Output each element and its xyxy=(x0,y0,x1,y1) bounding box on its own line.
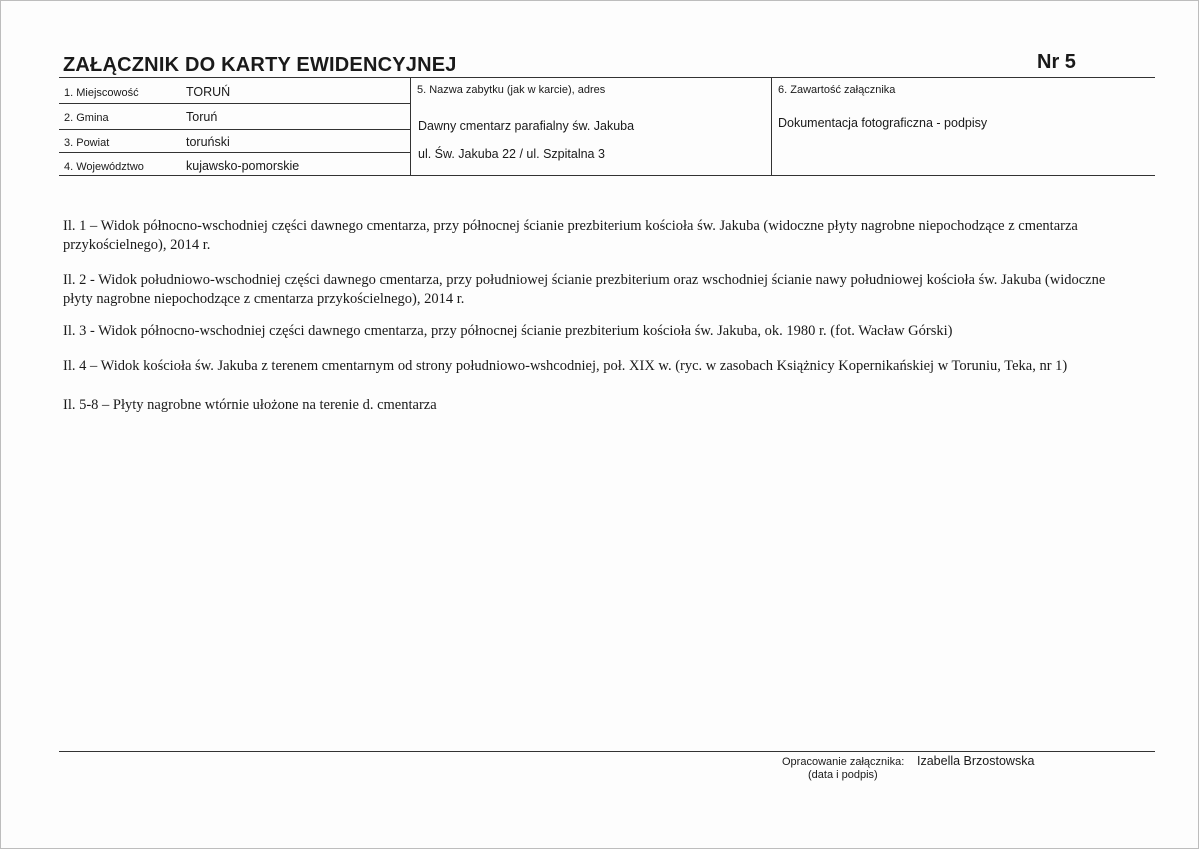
monument-name: Dawny cmentarz parafialny św. Jakuba xyxy=(418,119,635,133)
author-name: Izabella Brzostowska xyxy=(917,754,1035,768)
document-title: ZAŁĄCZNIK DO KARTY EWIDENCYJNEJ xyxy=(63,54,457,76)
contents-value: Dokumentacja fotograficzna - podpisy xyxy=(778,116,988,130)
row-divider-1 xyxy=(59,103,410,104)
header-bottom-rule xyxy=(59,175,1155,176)
powiat-value: toruński xyxy=(186,135,230,149)
date-sign-label: (data i podpis) xyxy=(808,769,878,781)
caption-1: Il. 1 – Widok północno-wschodniej części dawnego cmentarza, przy północnej ścianie prezbiterium kościoła św. Jakuba (widoczne płyty nagrobne niepochodzące z cmentarza przykościelnego), 2014 r. xyxy=(63,218,1078,253)
caption-2: Il. 2 - Widok południowo-wschodniej części dawnego cmentarza, przy południowej ścianie prezbiterium oraz wschodniej ścianie nawy południowej kościoła św. Jakuba (widoczne płyty nagrobne niepochodzące z cmentarza przykościelnego), 2014 r. xyxy=(63,272,1106,307)
gmina-value: Toruń xyxy=(186,110,218,124)
monument-label: 5. Nazwa zabytku (jak w karcie), adres xyxy=(417,84,606,96)
column-divider-1 xyxy=(410,77,411,175)
miejscowosc-label: 1. Miejscowość xyxy=(64,87,139,99)
wojewodztwo-value: kujawsko-pomorskie xyxy=(186,159,300,173)
caption-4: Il. 4 – Widok kościoła św. Jakuba z terenem cmentarnym od strony południowo-wshcodniej, poł. XIX w. (ryc. w zasobach Książnicy Kopernikańskiej w Toruniu, Teka, nr 1) xyxy=(63,358,1068,374)
header-top-rule xyxy=(59,77,1155,78)
miejscowosc-value: TORUŃ xyxy=(186,85,231,99)
powiat-label: 3. Powiat xyxy=(64,137,110,149)
caption-5: Il. 5-8 – Płyty nagrobne wtórnie ułożone na terenie d. cmentarza xyxy=(63,397,437,413)
wojewodztwo-label: 4. Województwo xyxy=(64,161,144,173)
contents-label: 6. Zawartość załącznika xyxy=(778,84,896,96)
footer-rule xyxy=(59,751,1155,752)
prepared-label: Opracowanie załącznika: xyxy=(782,756,905,768)
caption-3: Il. 3 - Widok północno-wschodniej części dawnego cmentarza, przy północnej ścianie prezbiterium kościoła św. Jakuba, ok. 1980 r. (fot. Wacław Górski) xyxy=(63,323,953,339)
column-divider-2 xyxy=(771,77,772,175)
row-divider-2 xyxy=(59,129,410,130)
monument-address: ul. Św. Jakuba 22 / ul. Szpitalna 3 xyxy=(418,147,605,161)
gmina-label: 2. Gmina xyxy=(64,112,109,124)
row-divider-3 xyxy=(59,152,410,153)
attachment-number: Nr 5 xyxy=(1037,51,1076,73)
